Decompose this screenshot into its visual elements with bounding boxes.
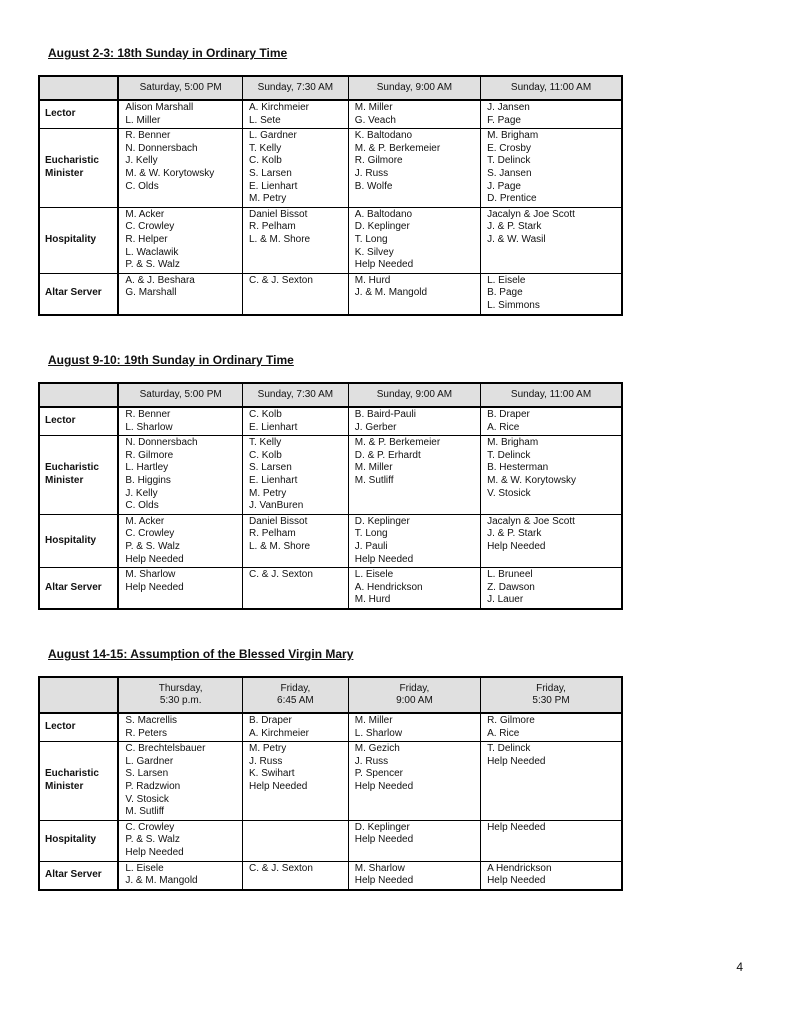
volunteer-name: M. & W. Korytowsky [125,167,215,179]
volunteer-name: A. Rice [487,727,520,739]
role-label: Hospitality [39,207,118,273]
header-row [39,677,622,713]
table-row [39,273,622,314]
volunteer-name: C. Crowley [125,528,175,540]
volunteer-name: Help Needed [487,821,546,833]
volunteer-name: Daniel Bissot [248,208,308,220]
volunteer-name: T. Delinck [487,743,531,755]
volunteer-name: N. Donnersbach [125,437,198,449]
schedule-cell [348,861,480,890]
volunteer-name: R. Benner [125,409,171,420]
schedule-cell [348,436,480,515]
header-blank-cell [39,383,118,407]
role-label: Hospitality [39,820,118,861]
volunteer-name: M. Petry [248,487,287,499]
volunteer-name: J. Pauli [354,540,388,552]
volunteer-name: M. Hurd [354,274,391,286]
table-row [39,407,622,436]
volunteer-name: K. Baltodano [354,130,413,142]
volunteer-name: J. Kelly [125,487,158,499]
volunteer-name: M. Acker [125,515,165,527]
volunteer-name: J. & P. Stark [487,221,542,233]
volunteer-name: D. Keplinger [354,821,410,833]
volunteer-name: J. Kelly [125,155,158,167]
volunteer-name: D. Prentice [487,193,537,205]
volunteer-name: L. Waclawik [125,246,179,258]
volunteer-name: C. Crowley [125,821,175,833]
section-title: August 2-3: 18th Sunday in Ordinary Time [48,46,288,60]
schedule-cell [242,568,348,609]
volunteer-name: L. Sharlow [354,727,403,739]
volunteer-name: C. Brechtelsbauer [125,743,206,755]
volunteer-name: P. Radzwion [125,780,181,792]
schedule-cell [348,129,480,208]
header-row [39,76,622,100]
schedule-cell [348,407,480,436]
table-row [39,861,622,890]
volunteer-name: K. Swihart [248,768,295,780]
volunteer-name: M. Petry [248,743,287,755]
schedule-cell [348,273,480,314]
role-label: Eucharistic Minister [39,436,118,515]
volunteer-name: L. Miller [125,114,161,126]
table-row [39,742,622,821]
volunteer-name: S. Larsen [248,462,292,474]
volunteer-name: C. Crowley [125,221,175,233]
schedule-cell [481,742,622,821]
section-title: August 9-10: 19th Sunday in Ordinary Time [48,353,294,367]
volunteer-name: M. Brigham [487,130,539,142]
volunteer-name: Help Needed [125,581,184,593]
volunteer-name: M. Sharlow [354,862,405,874]
volunteer-name: T. Delinck [487,449,531,461]
column-header: Friday, 5:30 PM [481,677,622,713]
column-header: Sunday, 11:00 AM [481,383,622,407]
volunteer-name: B. Draper [487,409,530,420]
volunteer-name: D. & P. Erhardt [354,449,421,461]
volunteer-name: R. Peters [125,727,168,739]
volunteer-name: Help Needed [487,875,546,887]
role-label: Eucharistic Minister [39,129,118,208]
volunteer-name: M. Sutliff [125,806,165,818]
volunteer-name: V. Stosick [487,487,531,499]
volunteer-name: A. Rice [487,421,520,433]
schedule-cell [118,207,242,273]
volunteer-name: B. Higgins [125,474,171,486]
schedule-cell [348,207,480,273]
volunteer-name: Help Needed [487,540,546,552]
schedule-cell [118,514,242,567]
table-row [39,100,622,129]
schedule-section-1 [38,45,623,316]
schedule-cell [348,820,480,861]
schedule-cell [481,129,622,208]
volunteer-name: G. Marshall [125,287,177,299]
volunteer-name: B. Baird-Pauli [354,409,416,420]
column-header: Sunday, 7:30 AM [242,383,348,407]
page-number: 4 [736,960,743,974]
schedule-cell [481,407,622,436]
schedule-section-2 [38,352,623,610]
schedule-cell [242,713,348,742]
table-row [39,514,622,567]
volunteer-name: L. Gardner [248,130,297,142]
volunteer-name: M. & P. Berkemeier [354,437,441,449]
volunteer-name: S. Larsen [125,768,169,780]
volunteer-name: M. & W. Korytowsky [487,474,576,486]
schedule-cell [481,207,622,273]
schedule-cell [242,207,348,273]
volunteer-name: Help Needed [354,834,414,846]
schedule-section-3 [38,646,623,891]
schedule-cell [118,713,242,742]
schedule-cell [481,861,622,890]
schedule-cell [242,820,348,861]
column-header: Sunday, 7:30 AM [242,76,348,100]
volunteer-name: A. Kirchmeier [248,102,309,113]
schedule-cell [481,100,622,129]
schedule-cell [118,861,242,890]
volunteer-name: D. Keplinger [354,515,410,527]
role-label: Lector [39,100,118,129]
schedule-cell [242,436,348,515]
volunteer-name: C. & J. Sexton [248,274,313,286]
volunteer-name: Jacalyn & Joe Scott [487,208,575,220]
role-label: Altar Server [39,273,118,314]
column-header: Saturday, 5:00 PM [118,383,242,407]
role-label: Lector [39,713,118,742]
volunteer-name: Help Needed [487,755,546,767]
volunteer-name: M. & P. Berkemeier [354,142,441,154]
schedule-table [38,75,623,316]
volunteer-name: M. Miller [354,715,393,726]
schedule-cell [118,273,242,314]
schedule-cell [242,742,348,821]
volunteer-name: J. Lauer [487,594,524,606]
volunteer-name: M. Petry [248,193,287,205]
volunteer-name: S. Larsen [248,167,292,179]
volunteer-name: L. & M. Shore [248,540,311,552]
volunteer-name: J. & M. Mangold [354,287,428,299]
volunteer-name: L. Simmons [487,299,540,311]
volunteer-name: R. Benner [125,130,171,142]
volunteer-name: L. Eisele [487,274,526,286]
volunteer-name: J. & W. Wasil [487,233,546,245]
volunteer-name: B. Wolfe [354,180,393,192]
volunteer-name: R. Pelham [248,528,296,540]
volunteer-name: S. Jansen [487,167,532,179]
volunteer-name: Help Needed [354,780,414,792]
schedule-cell [481,713,622,742]
schedule-cell [242,861,348,890]
volunteer-name: E. Lienhart [248,474,298,486]
column-header: Friday, 6:45 AM [242,677,348,713]
schedule-cell [242,129,348,208]
volunteer-name: C. & J. Sexton [248,862,313,874]
volunteer-name: L. Bruneel [487,569,533,581]
volunteer-name: L. Gardner [125,755,174,767]
role-label: Altar Server [39,568,118,609]
volunteer-name: J. & M. Mangold [125,875,198,887]
schedule-table [38,382,623,610]
volunteer-name: J. Page [487,180,521,192]
volunteer-name: R. Gilmore [487,715,535,726]
schedule-cell [242,100,348,129]
volunteer-name: Help Needed [125,846,184,858]
volunteer-name: J. & P. Stark [487,528,542,540]
volunteer-name: B. Page [487,287,523,299]
volunteer-name: G. Veach [354,114,396,126]
volunteer-name: N. Donnersbach [125,142,198,154]
volunteer-name: M. Miller [354,462,393,474]
table-row [39,436,622,515]
volunteer-name: A. Hendrickson [354,581,423,593]
schedule-cell [481,273,622,314]
table-row [39,207,622,273]
volunteer-name: M. Gezich [354,743,400,755]
volunteer-name: Jacalyn & Joe Scott [487,515,575,527]
volunteer-name: R. Gilmore [125,449,174,461]
column-header: Sunday, 9:00 AM [348,383,480,407]
schedule-cell [348,514,480,567]
volunteer-name: B. Draper [248,715,292,726]
volunteer-name: P. & S. Walz [125,834,180,846]
schedule-cell [481,436,622,515]
column-header: Saturday, 5:00 PM [118,76,242,100]
volunteer-name: K. Silvey [354,246,394,258]
volunteer-name: C. Olds [125,180,159,192]
volunteer-name: V. Stosick [125,793,169,805]
volunteer-name: J. Gerber [354,421,397,433]
volunteer-name: M. Acker [125,208,165,220]
section-title: August 14-15: Assumption of the Blessed Virgin Mary [48,647,354,661]
volunteer-name: Help Needed [125,553,184,565]
volunteer-name: Alison Marshall [125,102,194,113]
volunteer-name: L. Sete [248,114,281,126]
volunteer-name: R. Pelham [248,221,296,233]
volunteer-name: Z. Dawson [487,581,535,593]
volunteer-name: D. Keplinger [354,221,410,233]
volunteer-name: B. Hesterman [487,462,549,474]
volunteer-name: P. & S. Walz [125,259,180,271]
volunteer-name: A. Kirchmeier [248,727,309,739]
volunteer-name: J. Russ [248,755,283,767]
volunteer-name: R. Gilmore [354,155,403,167]
volunteer-name: C. Kolb [248,155,282,167]
schedule-cell [118,820,242,861]
role-label: Altar Server [39,861,118,890]
volunteer-name: L. Eisele [125,862,164,874]
header-blank-cell [39,677,118,713]
schedule-cell [118,436,242,515]
volunteer-name: E. Lienhart [248,421,298,433]
schedule-table [38,676,623,891]
volunteer-name: C. Olds [125,500,159,512]
volunteer-name: A Hendrickson [487,862,552,874]
volunteer-name: T. Delinck [487,155,531,167]
volunteer-name: J. Russ [354,167,389,179]
volunteer-name: T. Long [354,233,388,245]
volunteer-name: A. Baltodano [354,208,413,220]
volunteer-name: J. Russ [354,755,389,767]
schedule-cell [481,514,622,567]
schedule-cell [348,100,480,129]
volunteer-name: C. Kolb [248,449,282,461]
volunteer-name: Help Needed [354,553,414,565]
volunteer-name: T. Kelly [248,437,282,449]
volunteer-name: Help Needed [354,259,414,271]
volunteer-name: Daniel Bissot [248,515,308,527]
table-row [39,129,622,208]
schedule-cell [481,568,622,609]
volunteer-name: T. Kelly [248,142,282,154]
volunteer-name: C. Kolb [248,409,282,420]
schedule-cell [481,820,622,861]
header-blank-cell [39,76,118,100]
role-label: Eucharistic Minister [39,742,118,821]
schedule-cell [118,129,242,208]
volunteer-name: M. Miller [354,102,393,113]
schedule-cell [118,568,242,609]
volunteer-name: Help Needed [354,875,414,887]
volunteer-name: P. & S. Walz [125,540,180,552]
column-header: Sunday, 9:00 AM [348,76,480,100]
volunteer-name: L. Eisele [354,569,394,581]
schedule-cell [348,568,480,609]
volunteer-name: S. Macrellis [125,715,178,726]
schedule-cell [118,742,242,821]
volunteer-name: T. Long [354,528,388,540]
volunteer-name: M. Hurd [354,594,391,606]
volunteer-name: A. & J. Beshara [125,274,195,286]
volunteer-name: L. & M. Shore [248,233,311,245]
volunteer-name: M. Brigham [487,437,539,449]
header-row [39,383,622,407]
table-row [39,713,622,742]
role-label: Hospitality [39,514,118,567]
column-header: Sunday, 11:00 AM [481,76,622,100]
volunteer-name: E. Lienhart [248,180,298,192]
volunteer-name: F. Page [487,114,521,126]
volunteer-name: C. & J. Sexton [248,569,313,581]
table-row [39,820,622,861]
schedule-cell [242,407,348,436]
volunteer-name: E. Crosby [487,142,531,154]
schedule-cell [242,514,348,567]
role-label: Lector [39,407,118,436]
schedule-cell [118,100,242,129]
column-header: Thursday, 5:30 p.m. [118,677,242,713]
volunteer-name: M. Sutliff [354,474,394,486]
volunteer-name: J. Jansen [487,102,530,113]
volunteer-name: M. Sharlow [125,569,176,581]
table-row [39,568,622,609]
volunteer-name: P. Spencer [354,768,403,780]
schedule-cell [348,713,480,742]
column-header: Friday, 9:00 AM [348,677,480,713]
schedule-cell [348,742,480,821]
volunteer-name: L. Sharlow [125,421,173,433]
schedule-cell [118,407,242,436]
volunteer-name: J. VanBuren [248,500,304,512]
volunteer-name: L. Hartley [125,462,169,474]
volunteer-name: Help Needed [248,780,308,792]
schedule-cell [242,273,348,314]
volunteer-name: R. Helper [125,233,168,245]
